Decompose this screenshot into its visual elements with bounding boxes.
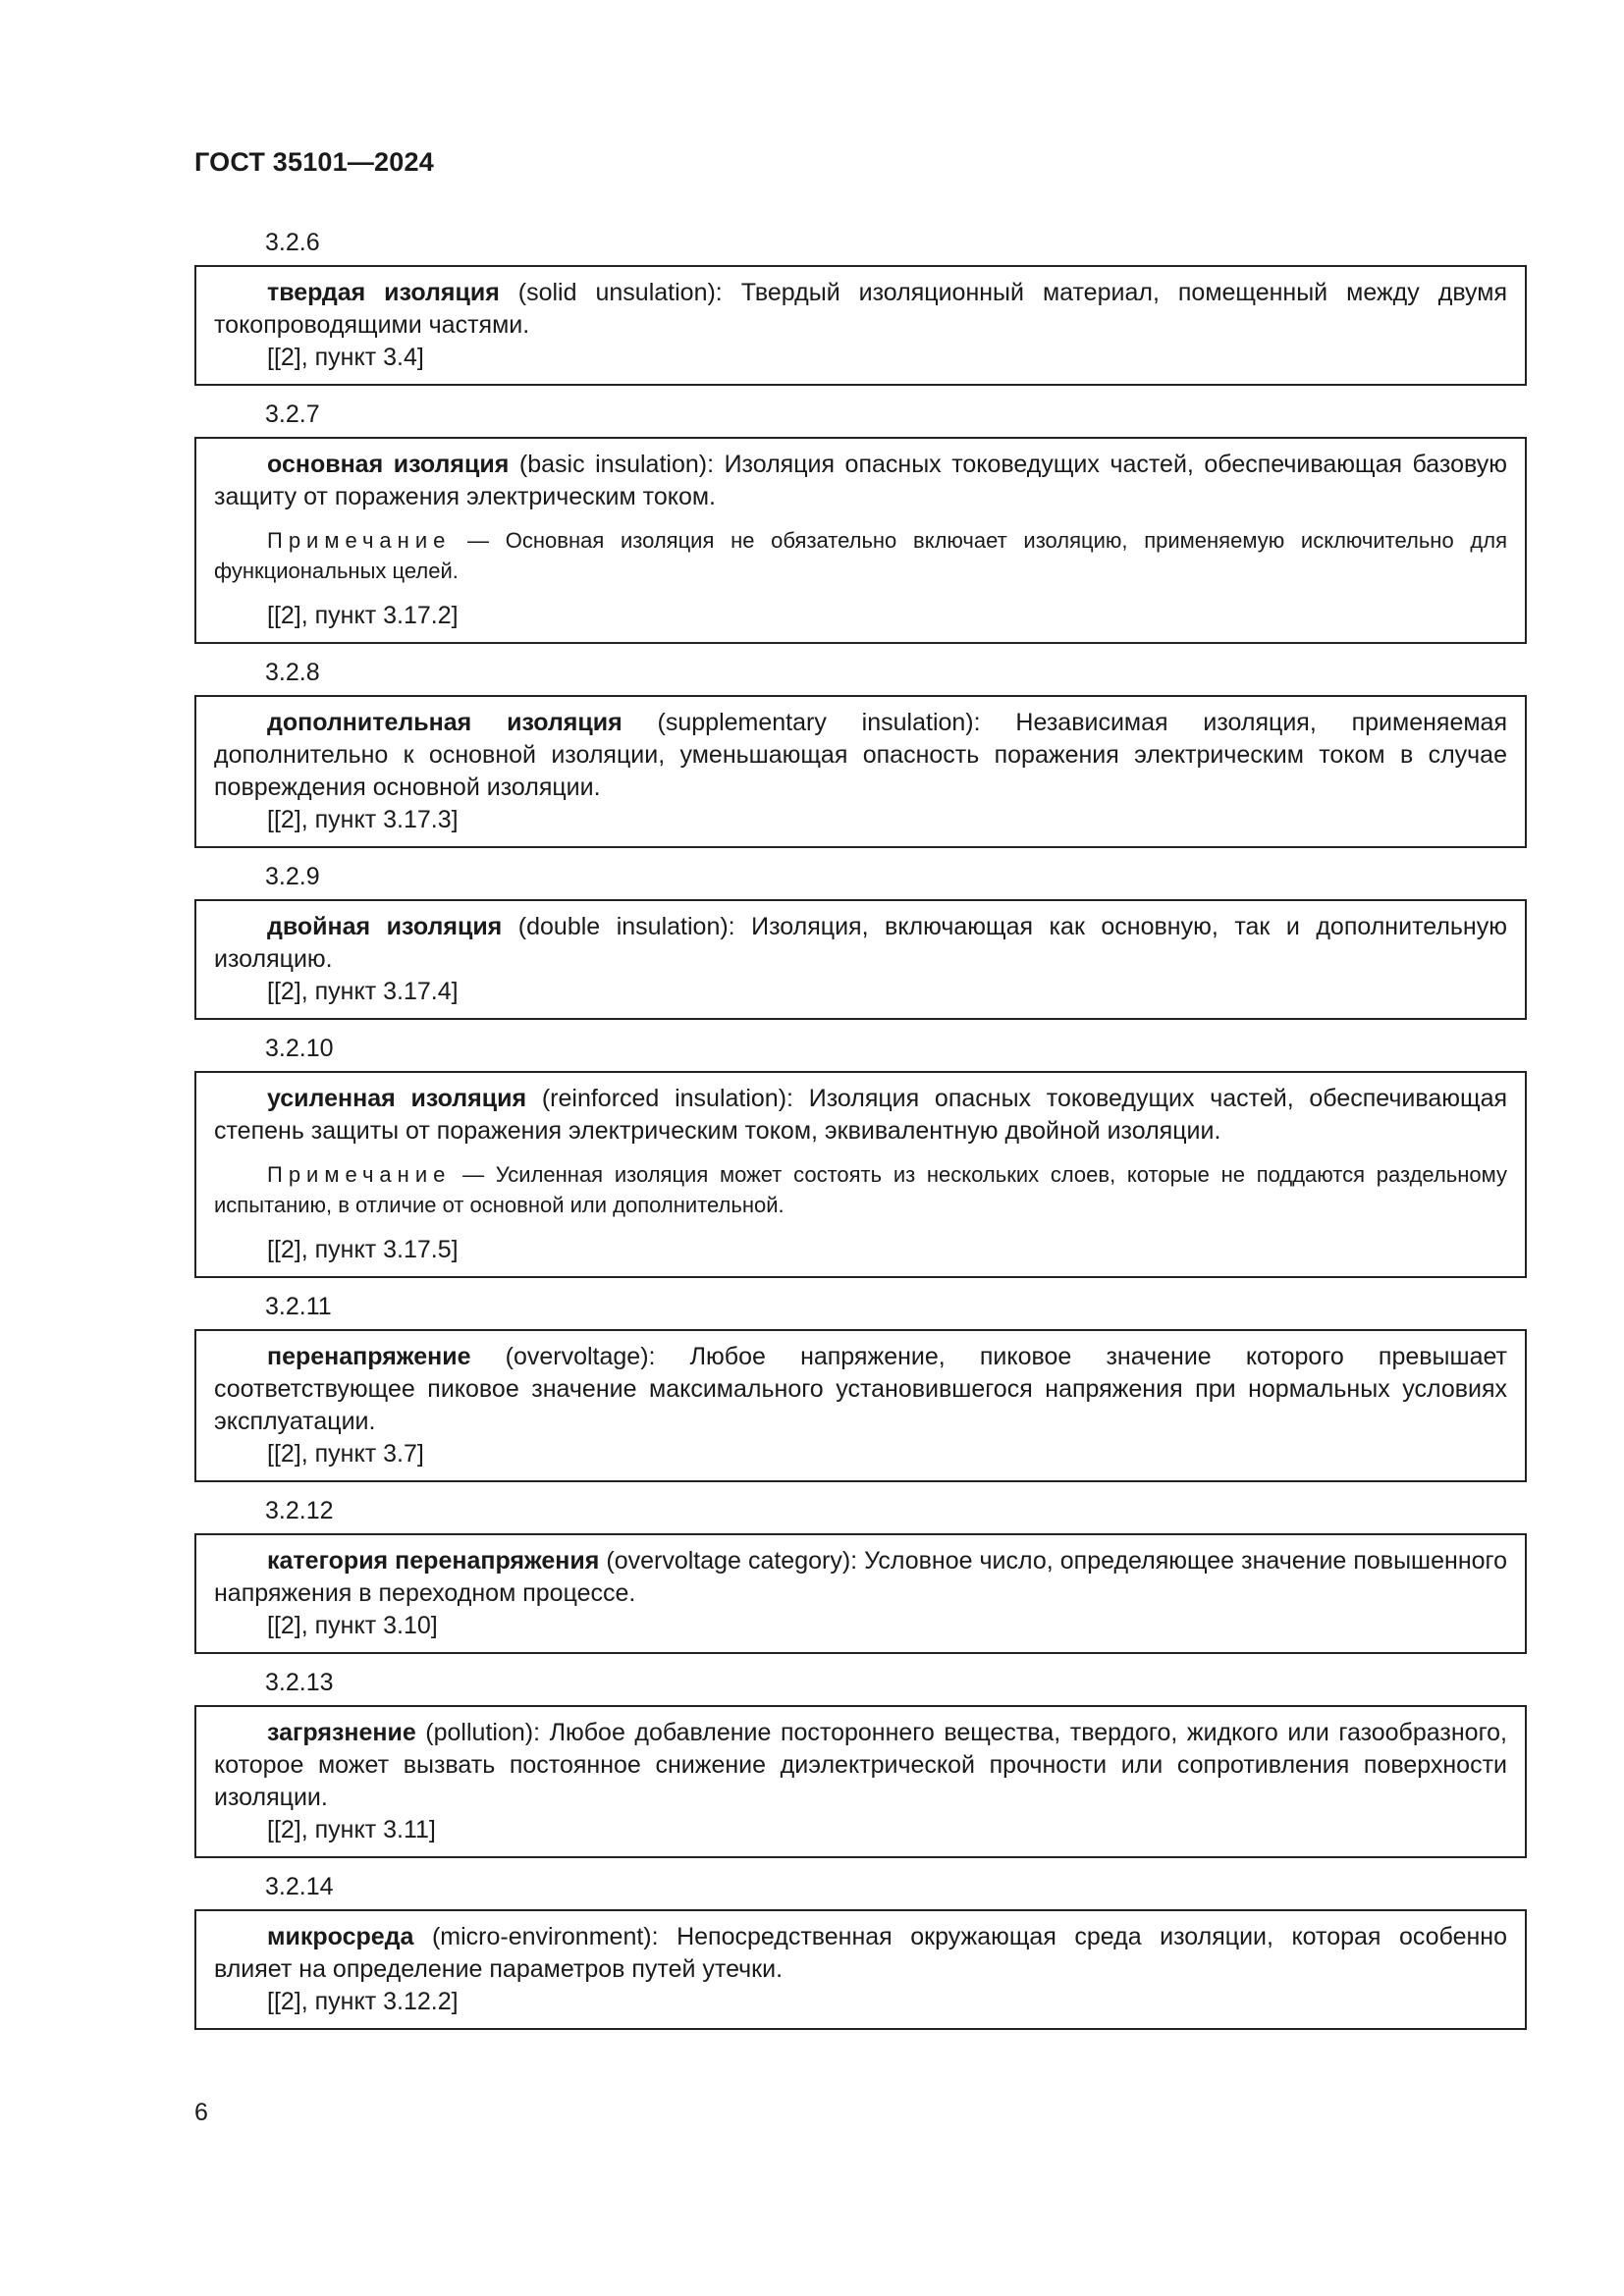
definition: [214, 1341, 1507, 1438]
definition-text: (micro-environment): Непосредственная окружающая среда изоляции, которая особенно влияет на определение параметров путей утечки.: [214, 1923, 1507, 1983]
term: усиленная изоляция: [267, 1085, 527, 1112]
definition-text: (overvoltage): Любое напряжение, пиковое значение которого превышает соответствующее пиковое значение максимального установившегося напряжения при нормальных условиях эксплуатации.: [214, 1343, 1507, 1435]
term-definition-box: [194, 1705, 1527, 1858]
definition-text: (basic insulation): Изоляция опасных токоведущих частей, обеспечивающая базовую защиту от поражения электрическим током.: [214, 451, 1507, 510]
definition-text: (overvoltage category): Условное число, определяющее значение повышенного напряжения в переходном процессе.: [214, 1547, 1507, 1607]
definition: [214, 1717, 1507, 1814]
source-reference: [[2], пункт 3.11]: [267, 1816, 436, 1843]
definition: [214, 707, 1507, 804]
term-definition-box: [194, 899, 1527, 1020]
term: перенапряжение: [267, 1343, 471, 1370]
entry-number: 3.2.12: [265, 1497, 334, 1524]
term: двойная изоляция: [267, 913, 503, 940]
entry-number: 3.2.6: [265, 229, 320, 256]
definition: [214, 277, 1507, 342]
definition-text: (supplementary insulation): Независимая изоляция, применяемая дополнительно к основной изоляции, уменьшающая опасность поражения электрическим током в случае повреждения основной изоляции.: [214, 709, 1507, 801]
term-definition-box: [194, 1909, 1527, 2030]
note: [214, 525, 1507, 586]
definition-text: (reinforced insulation): Изоляция опасных токоведущих частей, обеспечивающая степень защиты от поражения электрическим током, эквивалентную двойной изоляции.: [214, 1085, 1508, 1145]
term-definition-box: [194, 1071, 1527, 1278]
entry-number: 3.2.9: [265, 863, 320, 890]
definition: [214, 1083, 1507, 1148]
definition-text: (solid unsulation): Твердый изоляционный материал, помещенный между двумя токопроводящими частями.: [214, 279, 1507, 339]
definition-text: (pollution): Любое добавление постороннего вещества, твердого, жидкого или газообразного, которое может вызвать постоянное снижение диэлектрической прочности или сопротивления поверхности изоляции.: [214, 1719, 1507, 1811]
document-header: ГОСТ 35101—2024: [194, 147, 434, 177]
term-definition-box: [194, 1533, 1527, 1654]
entry-number: 3.2.8: [265, 659, 320, 686]
term-definition-box: [194, 265, 1527, 386]
definition: [214, 1921, 1507, 1986]
entry-number: 3.2.13: [265, 1669, 334, 1696]
definition: [214, 1545, 1507, 1610]
term-definition-box: [194, 1329, 1527, 1482]
term: дополнительная изоляция: [267, 709, 623, 736]
note-label: Примечание: [267, 528, 452, 553]
source-reference: [[2], пункт 3.17.2]: [267, 602, 459, 629]
term: твердая изоляция: [267, 279, 500, 306]
entry-number: 3.2.14: [265, 1873, 334, 1900]
term: загрязнение: [267, 1719, 416, 1746]
note-text: — Основная изоляция не обязательно включает изоляцию, применяемую исключительно для функциональных целей.: [214, 528, 1507, 583]
page-number: 6: [194, 2099, 208, 2126]
note: [214, 1159, 1507, 1220]
entry-number: 3.2.10: [265, 1035, 334, 1062]
source-reference: [[2], пункт 3.4]: [267, 344, 424, 371]
note-text: — Усиленная изоляция может состоять из нескольких слоев, которые не поддаются раздельному испытанию, в отличие от основной или дополнительной.: [214, 1162, 1507, 1217]
definition: [214, 449, 1507, 513]
definition-text: (double insulation): Изоляция, включающая как основную, так и дополнительную изоляцию.: [214, 913, 1507, 973]
source-reference: [[2], пункт 3.17.4]: [267, 978, 459, 1005]
entry-number: 3.2.11: [265, 1293, 332, 1320]
entry-number: 3.2.7: [265, 400, 320, 428]
source-reference: [[2], пункт 3.12.2]: [267, 1988, 459, 2015]
source-reference: [[2], пункт 3.17.5]: [267, 1236, 459, 1263]
source-reference: [[2], пункт 3.17.3]: [267, 806, 459, 833]
term: основная изоляция: [267, 451, 510, 478]
note-label: Примечание: [267, 1162, 452, 1187]
term-definition-box: [194, 695, 1527, 848]
terms-list: [194, 228, 1527, 2044]
term-definition-box: [194, 437, 1527, 644]
source-reference: [[2], пункт 3.10]: [267, 1612, 438, 1639]
term: микросреда: [267, 1923, 414, 1950]
term: категория перенапряжения: [267, 1547, 600, 1575]
source-reference: [[2], пункт 3.7]: [267, 1440, 424, 1468]
definition: [214, 911, 1507, 976]
